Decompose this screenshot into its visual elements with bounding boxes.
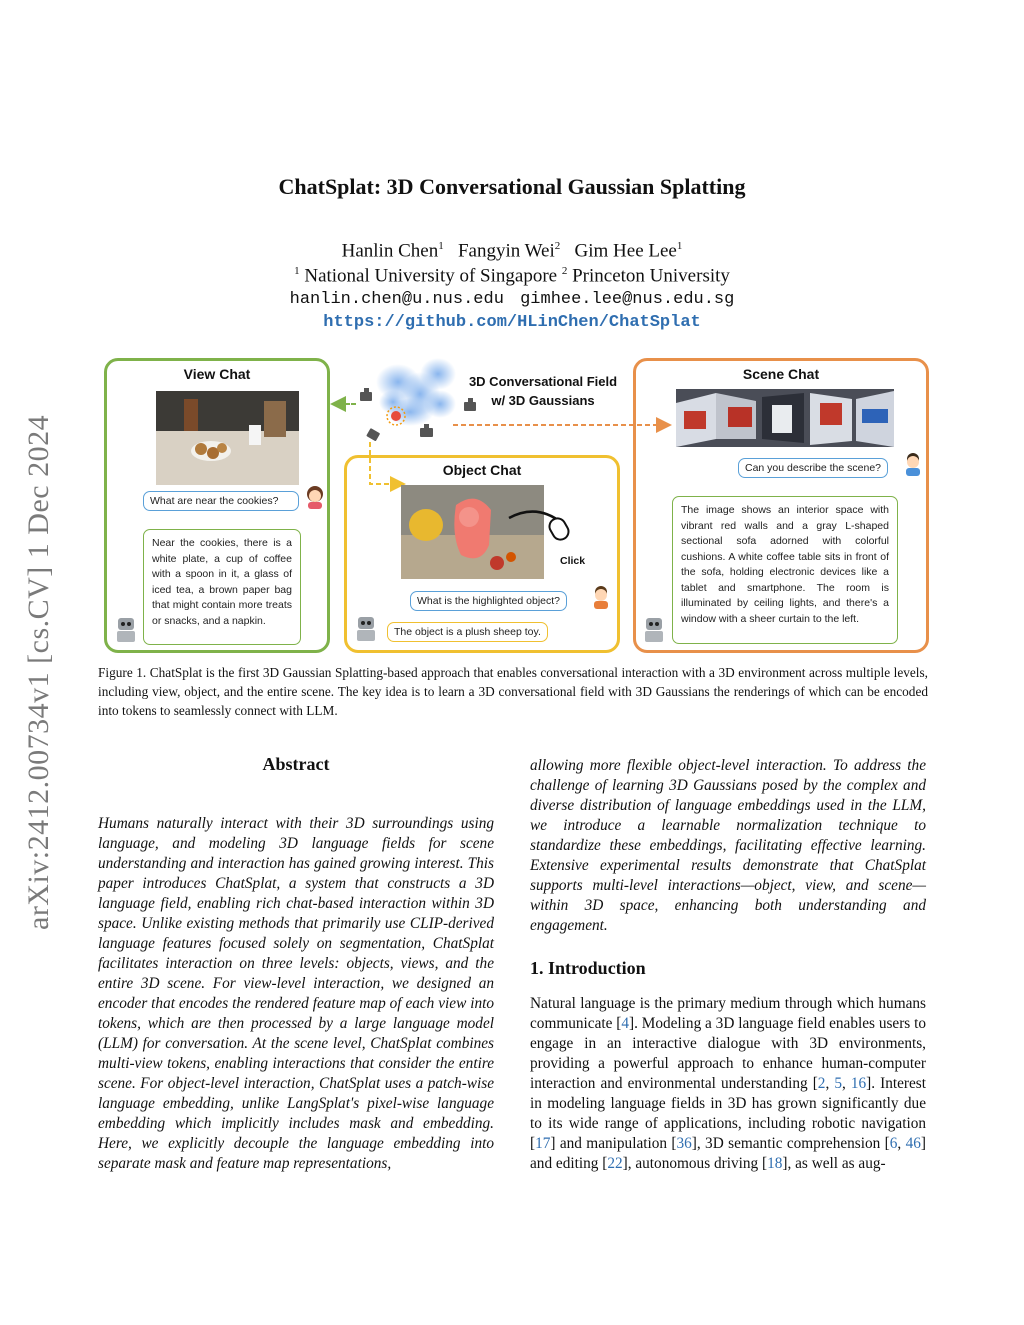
- view-photo-illustration: [156, 391, 299, 485]
- affiliations: [0, 265, 1024, 287]
- citation-link[interactable]: 4: [621, 1015, 629, 1032]
- citation-link[interactable]: 17: [535, 1135, 551, 1152]
- abstract-heading: Abstract: [262, 754, 330, 774]
- scene-photo-illustration: [676, 389, 894, 447]
- citation-link[interactable]: 22: [607, 1155, 623, 1172]
- view-question-bubble: What are near the cookies?: [143, 491, 299, 511]
- author-name: Fangyin Wei: [457, 240, 555, 262]
- intro-text-run: ]. Modeling a 3D language field enables users to engage in an interactive dialogue with 3D environments, providing a powerful approach to enhance human-computer interaction and environmental understanding [: [530, 1015, 926, 1092]
- intro-text-run: ] and editing [: [530, 1135, 926, 1172]
- author-affil-mark: 1: [676, 240, 683, 252]
- view-photo: [156, 391, 299, 485]
- affil-mark: 1: [294, 265, 300, 277]
- object-question-bubble: What is the highlighted object?: [410, 591, 567, 611]
- scene-chat-panel: [633, 358, 929, 653]
- object-chat-panel: [344, 455, 620, 653]
- citation-link[interactable]: 36: [676, 1135, 692, 1152]
- citation-link[interactable]: 2: [817, 1075, 826, 1092]
- figure-caption: Figure 1. ChatSplat is the first 3D Gaussian Splatting-based approach that enables conversational interaction with a 3D environment across multiple levels, including view, object, and the entire scene. The key idea is to learn a 3D conversational field with 3D Gaussians the renderings of which can be encoded into tokens to seamlessly connect with LLM.: [98, 665, 928, 718]
- object-chat-title: Object Chat: [442, 462, 522, 478]
- abstract-continued: allowing more flexible object-level interaction. To address the challenge of learning 3D Gaussians posed by the complex and diverse distribution of language embeddings used in the LLM, we introduce a learnable normalization technique to standardize these embeddings, facilitating effective learning. Extensive experimental results demonstrate that ChatSplat supports multi-level interactions—object, view, and scene—within 3D space, enhancing both understanding and engagement.: [530, 757, 926, 934]
- intro-text-run: ,: [841, 1075, 851, 1092]
- citation-link[interactable]: 6: [889, 1135, 898, 1152]
- author-affil-mark: 2: [554, 240, 561, 252]
- author-list: [0, 240, 1024, 262]
- affiliation: Princeton University: [572, 265, 730, 287]
- introduction-heading: 1. Introduction: [530, 958, 646, 978]
- arxiv-side-stamp: arXiv:2412.00734v1 [cs.CV] 1 Dec 2024: [22, 414, 55, 930]
- user-avatar-boy-icon: [902, 452, 924, 481]
- center-label-line2: w/ 3D Gaussians: [491, 393, 595, 408]
- click-label: Click: [560, 555, 586, 567]
- intro-text-run: Natural language is the primary medium through which humans communicate [: [530, 995, 926, 1032]
- center-label-line1: 3D Conversational Field: [468, 374, 618, 389]
- scene-photo-strip: [676, 389, 894, 447]
- view-chat-panel: [104, 358, 330, 653]
- affiliation: National University of Singapore: [304, 265, 558, 287]
- citation-link[interactable]: 46: [905, 1135, 921, 1152]
- citation-link[interactable]: 5: [834, 1075, 842, 1092]
- scene-question-bubble: Can you describe the scene?: [738, 458, 888, 478]
- robot-icon: [353, 615, 379, 648]
- object-answer-bubble: The object is a plush sheep toy.: [387, 622, 548, 642]
- intro-text-run: ]. Interest in modeling language fields in 3D has grown significantly due to its wide range of applications, including robotic navigation [: [530, 1075, 926, 1152]
- author-name: Gim Hee Lee: [574, 240, 677, 262]
- view-chat-title: View Chat: [183, 366, 251, 382]
- intro-text-run: ], as well as aug-: [782, 1155, 886, 1172]
- scene-chat-title: Scene Chat: [742, 366, 820, 382]
- user-avatar-girl-icon: [304, 485, 326, 514]
- intro-text-run: ,: [897, 1135, 906, 1152]
- robot-icon: [113, 616, 139, 649]
- gaussian-cloud: [376, 358, 456, 426]
- intro-text-run: ,: [825, 1075, 835, 1092]
- scene-answer-bubble: The image shows an interior space with vibrant red walls and a gray L-shaped sectional sofa adorned with colorful cushions. A white coffee table sits in front of the sofa, holding electronic devices like a tablet and smartphone. The room is illuminated by ceiling lights, and there's a window with a sheer curtain to the left.: [672, 496, 898, 644]
- github-link[interactable]: https://github.com/HLinChen/ChatSplat: [323, 313, 701, 332]
- citation-link[interactable]: 16: [850, 1075, 867, 1092]
- citation-link[interactable]: 18: [767, 1155, 783, 1172]
- paper-title: ChatSplat: 3D Conversational Gaussian Splatting: [278, 174, 746, 199]
- user-avatar-boy-icon: [590, 585, 612, 614]
- teaser-figure: [98, 352, 934, 657]
- author-emails: hanlin.chen@u.nus.edu gimhee.lee@nus.edu.sg: [289, 290, 735, 309]
- center-field-label: [458, 372, 628, 410]
- author-name: Hanlin Chen: [341, 240, 439, 262]
- abstract-text: Humans naturally interact with their 3D surroundings using language, and modeling 3D language fields for scene understanding and interaction has gained growing interest. This paper introduces ChatSplat, a system that constructs a 3D language field, enabling rich chat-based interaction within 3D space. Unlike existing methods that primarily use CLIP-derived language features focused solely on segmentation, ChatSplat facilitates interaction on three levels: objects, views, and the entire 3D scene. For view-level interaction, we designed an encoder that encodes the rendered feature map of each view into tokens, which are then processed by a large language model (LLM) for conversation. At the scene level, ChatSplat combines multi-view tokens, enabling interactions that consider the entire scene. For object-level interaction, ChatSplat uses a patch-wise language embedding, unlike LangSplat's pixel-wise language embedding which implicitly includes mask and embedding. Here, we explicitly decouple the language embedding into separate mask and feature map representations,: [98, 815, 494, 1172]
- author-affil-mark: 1: [438, 240, 444, 252]
- robot-icon: [641, 616, 667, 649]
- intro-text-run: ], autonomous driving [: [622, 1155, 768, 1172]
- introduction-text: [530, 994, 926, 1174]
- view-answer-bubble: Near the cookies, there is a white plate, a cup of coffee with a spoon in it, a glass of iced tea, a brown paper bag that might contain more treats or snacks, and a napkin.: [143, 529, 301, 645]
- cursor-mouse-icon: [507, 498, 577, 553]
- intro-text-run: ] and manipulation [: [550, 1135, 677, 1152]
- intro-text-run: ], 3D semantic comprehension [: [691, 1135, 890, 1152]
- affil-mark: 2: [561, 265, 568, 277]
